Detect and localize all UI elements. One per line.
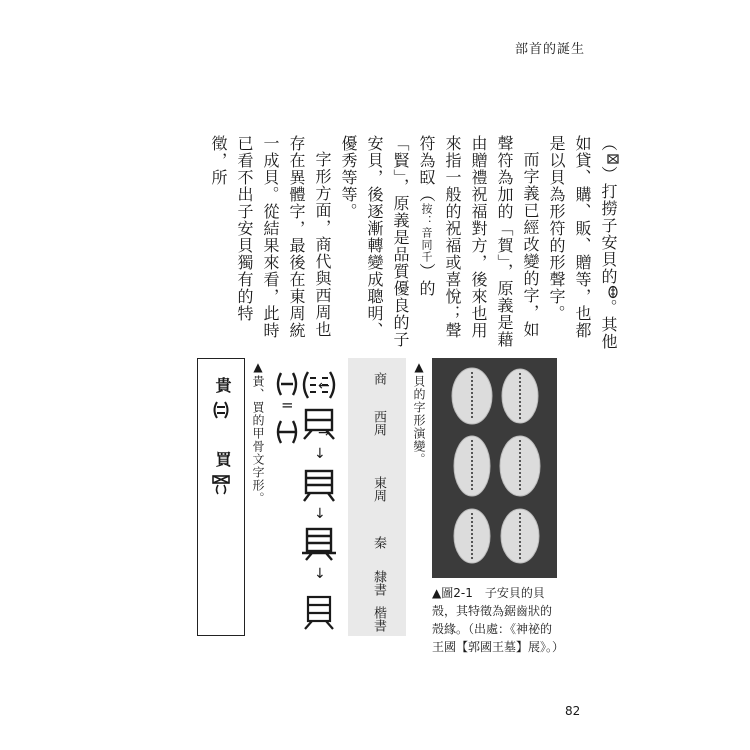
net-glyph-icon [606,152,620,166]
era-western-zhou: 西周 [371,410,386,436]
running-head: 部首的誕生 [515,42,586,57]
oracle-glyph-2 [210,473,232,495]
page-number: 82 [565,704,581,718]
right-arrow: → [318,425,330,441]
figure-caption: ▲圖2-1 子安貝的貝殼，其特徵為鋸齒狀的殼緣。（出處：《神祕的王國【郭國王墓】展》。） [432,586,565,654]
photo-side-caption: ▲貝的字形演變。 [412,360,426,466]
eastern-zhou-glyph [290,468,348,504]
evolution-table [348,358,406,636]
era-regular: 楷書 [371,606,386,632]
arrow-1: ↓ [314,446,326,462]
era-shang: 商 [371,372,386,385]
equals-sign: = [281,396,294,414]
regular-glyph [290,594,348,632]
arrow-2: ↓ [314,506,326,522]
oracle-glyph-1 [210,399,232,421]
paragraph-1: （）打撈子安貝的。其他如貸、購、販、贈等，也都是以貝為形符的形聲字。 [547,135,618,350]
cowrie-photo [432,358,557,578]
oracle-char-2: 買 [213,451,232,467]
qin-glyph [290,526,348,562]
oracle-char-1: 貴 [213,377,232,393]
arrow-3: ↓ [314,566,326,582]
era-eastern-zhou: 東周 [371,476,386,502]
paragraph-2: 而字義已經改變的字，如聲符為加的「賀」，原義是藉由贈禮祝福對方，後來也用來指一般的祝福或喜悅；聲符為臤（按：音同千）的「賢」，原義是品質優良的子安貝，後逐漸轉變成聰明、優秀等等。 [339,135,540,348]
era-qin: 秦 [371,536,386,549]
variant-glyph-a [272,370,302,398]
body-text [205,135,621,350]
paragraph-3: 字形方面，商代與西周也存在異體字，最後在東周統一成貝。從結果來看，此時已看不出子安貝獨有的特徵，所 [209,135,332,339]
evolution-glyphs [290,358,348,636]
era-clerical: 隸書 [371,570,386,596]
variant-glyph-b [272,418,302,446]
left-arrow: ← [318,378,330,394]
oracle-box [197,358,245,636]
cowrie-glyph-icon [606,285,620,299]
oracle-caption: ▲貴、買的甲骨文字形。 [251,360,265,505]
